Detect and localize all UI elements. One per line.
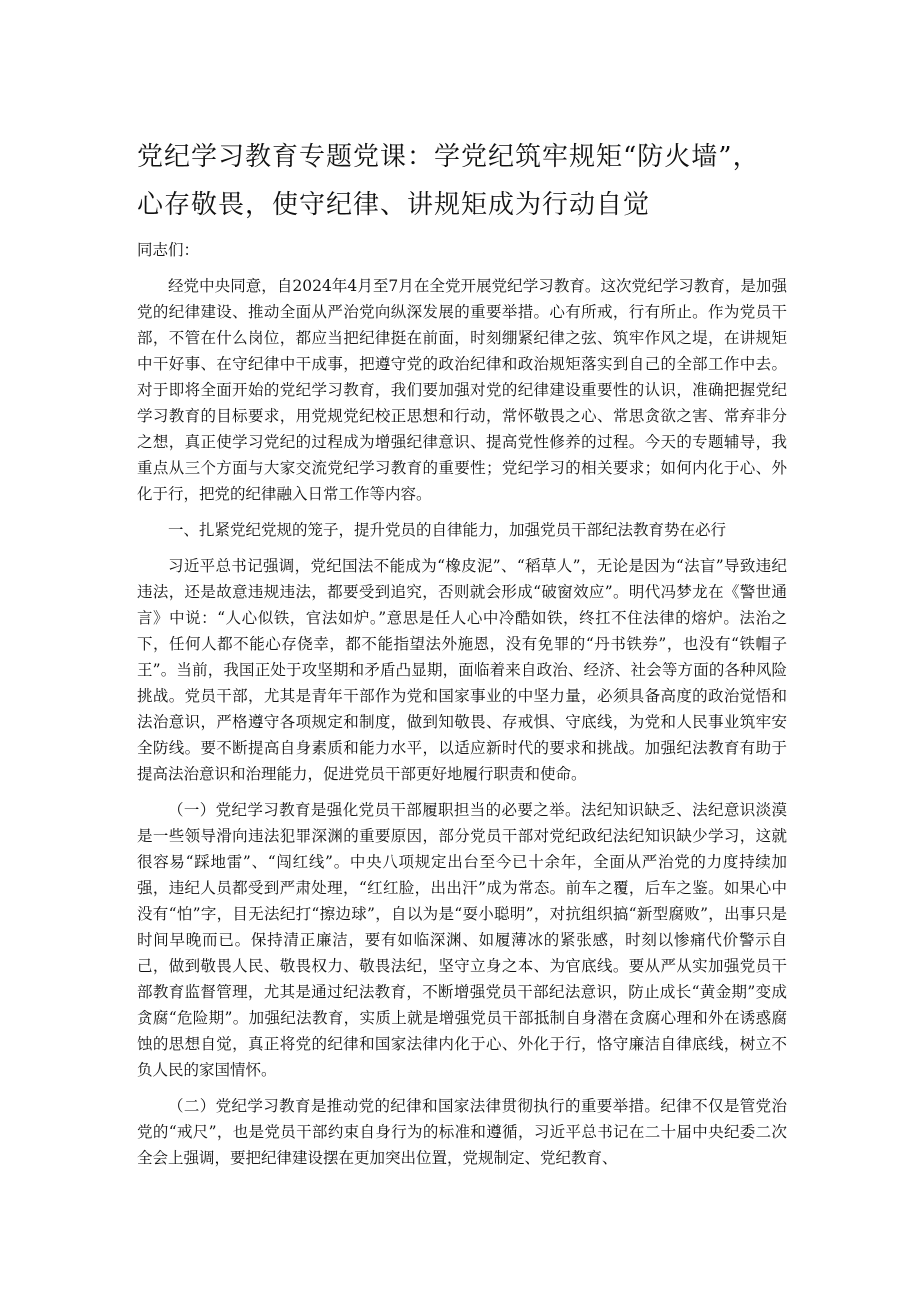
subsection-1-paragraph: （一）党纪学习教育是强化党员干部履职担当的必要之举。法纪知识缺乏、法纪意识淡漠是一些领导滑向违法犯罪深渊的重要原因，部分党员干部对党纪政纪法纪知识缺少学习，这就很容易“踩地雷”、“闯红线”。中央八项规定出台至今已十余年，全面从严治党的力度持续加强，违纪人员都受到严肃处理，“红红脸，出出汗”成为常态。前车之覆，后车之鉴。如果心中没有“怕”字，目无法纪打“擦边球”，自以为是“耍小聪明”，对抗组织搞“新型腐败”，出事只是时间早晚而已。保持清正廉洁，要有如临深渊、如履薄冰的紧张感，时刻以惨痛代价警示自己，做到敬畏人民、敬畏权力、敬畏法纪，坚守立身之本、为官底线。要从严从实加强党员干部教育监督管理，尤其是通过纪法教育，不断增强党员干部纪法意识，防止成长“黄金期”变成贪腐“危险期”。加强纪法教育，实质上就是增强党员干部抵制自身潜在贪腐心理和外在诱惑腐蚀的思想自觉，真正将党的纪律和国家法律内化于心、外化于行，恪守廉洁自律底线，树立不负人民的家国情怀。 [137, 801, 787, 1079]
subsection-2-paragraph: （二）党纪学习教育是推动党的纪律和国家法律贯彻执行的重要举措。纪律不仅是管党治党的“戒尺”，也是党员干部约束自身行为的标准和遵循，习近平总书记在二十届中央纪委二次全会上强调，要把纪律建设摆在更加突出位置，党规制定、党纪教育、 [137, 1097, 787, 1167]
section-1-heading: 一、扎紧党纪党规的笼子，提升党员的自律能力，加强党员干部纪法教育势在必行 [168, 521, 727, 539]
document-page [137, 133, 787, 1181]
document-title [137, 133, 787, 229]
title-line-1: 党纪学习教育专题党课：学党纪筑牢规矩“防火墙”， [137, 142, 760, 172]
title-line-2: 心存敬畏，使守纪律、讲规矩成为行动自觉 [137, 190, 651, 220]
salutation: 同志们： [137, 241, 200, 259]
section-1-paragraph: 习近平总书记强调，党纪国法不能成为“橡皮泥”、“稻草人”，无论是因为“法盲”导致违纪违法，还是故意违规违法，都要受到追究，否则就会形成“破窗效应”。明代冯梦龙在《警世通言》中说：“人心似铁，官法如炉。”意思是任人心中冷酷如铁，终扛不住法律的熔炉。法治之下，任何人都不能心存侥幸，都不能指望法外施恩，没有免罪的“丹书铁券”，也没有“铁帽子王”。当前，我国正处于攻坚期和矛盾凸显期，面临着来自政治、经济、社会等方面的各种风险挑战。党员干部，尤其是青年干部作为党和国家事业的中坚力量，必须具备高度的政治觉悟和法治意识，严格遵守各项规定和制度，做到知敬畏、存戒惧、守底线，为党和人民事业筑牢安全防线。要不断提高自身素质和能力水平，以适应新时代的要求和挑战。加强纪法教育有助于提高法治意识和治理能力，促进党员干部更好地履行职责和使命。 [137, 557, 787, 783]
intro-paragraph: 经党中央同意，自2024年4月至7月在全党开展党纪学习教育。这次党纪学习教育，是加强党的纪律建设、推动全面从严治党向纵深发展的重要举措。心有所戒，行有所止。作为党员干部，不管在什么岗位，都应当把纪律挺在前面，时刻绷紧纪律之弦、筑牢作风之堤，在讲规矩中干好事、在守纪律中干成事，把遵守党的政治纪律和政治规矩落实到自己的全部工作中去。对于即将全面开始的党纪学习教育，我们要加强对党的纪律建设重要性的认识，准确把握党纪学习教育的目标要求，用党规党纪校正思想和行动，常怀敬畏之心、常思贪欲之害、常弃非分之想，真正使学习党纪的过程成为增强纪律意识、提高党性修养的过程。今天的专题辅导，我重点从三个方面与大家交流党纪学习教育的重要性；党纪学习的相关要求；如何内化于心、外化于行，把党的纪律融入日常工作等内容。 [137, 277, 787, 503]
